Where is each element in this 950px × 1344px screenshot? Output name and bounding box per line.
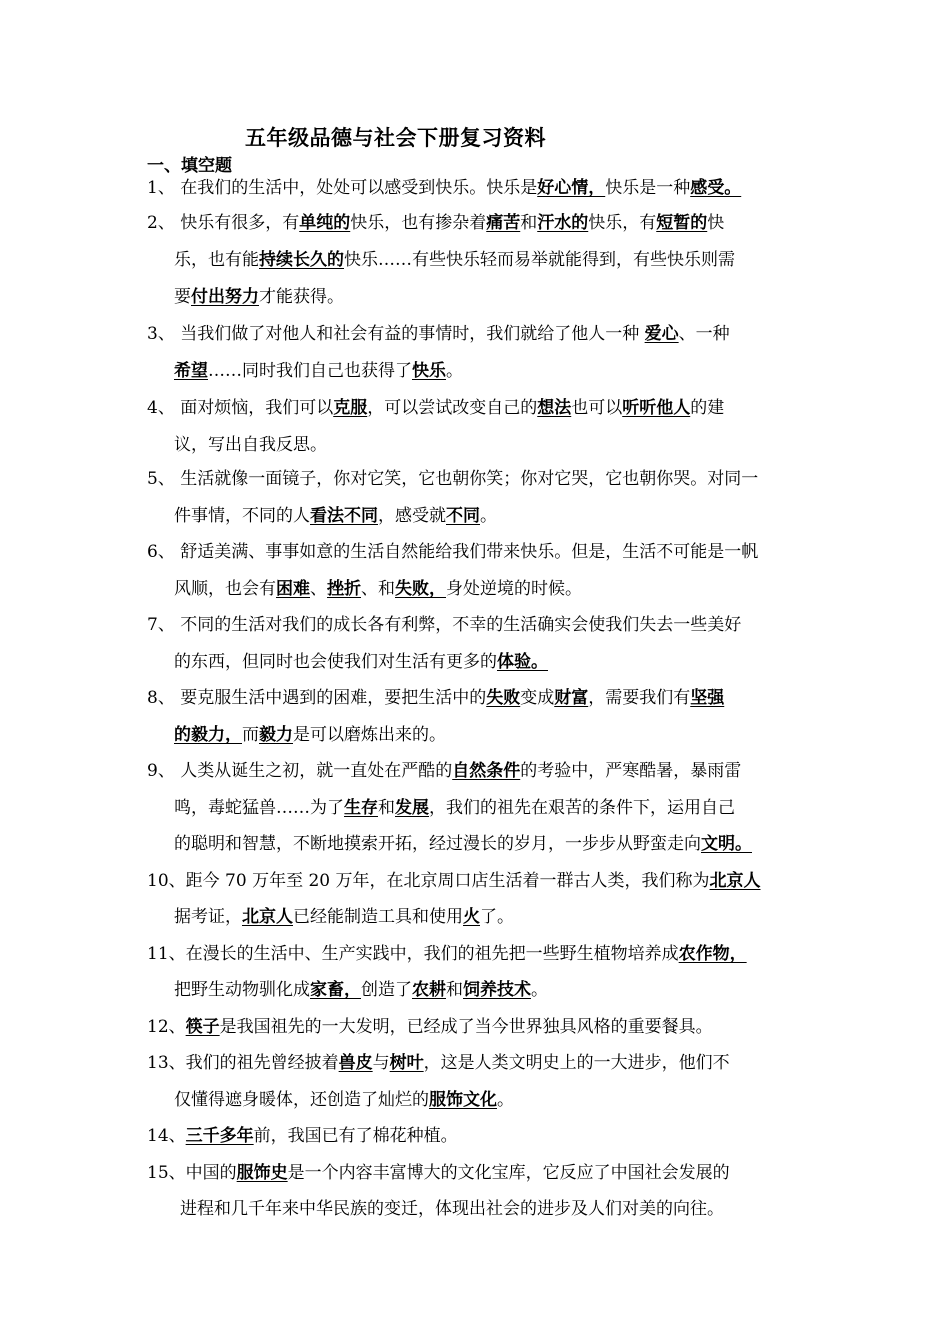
answer-blank: 文明。 [701,834,752,854]
text-segment: ，需要我们有 [588,688,691,708]
answer-blank: 感受。 [690,178,742,198]
text-line [174,907,514,927]
answer-blank: 服饰文化 [429,1090,497,1110]
text-segment: 1、 在我们的生活中，处处可以感受到快乐。快乐是 [147,178,538,198]
answer-blank: 单纯的 [299,213,351,233]
text-segment: 乐，也有能 [174,250,259,270]
answer-blank: 筷子 [185,1017,220,1037]
answer-blank: 饲养技术 [463,980,531,1000]
answer-blank: 付出努力 [191,287,259,307]
text-segment: 的东西，但同时也会使我们对生活有更多的 [174,652,497,672]
text-segment: 6、 舒适美满、事事如意的生活自然能给我们带来快乐。但是，生活不可能是一帆 [147,542,759,562]
answer-blank: 失败 [486,688,521,708]
text-segment: 3、 当我们做了对他人和社会有益的事情时，我们就给了他人一种 [147,324,645,344]
text-segment: 。 [446,361,463,381]
text-segment: 是可以磨炼出来的。 [293,725,446,745]
text-line [174,798,735,818]
text-segment: 8、 要克服生活中遇到的困难，要把生活中的 [147,688,487,708]
text-line [147,1053,730,1073]
text-segment: 前，我国已有了棉花种植。 [253,1126,458,1146]
text-line [147,761,741,781]
text-segment: 和 [378,798,395,818]
answer-blank: 兽皮 [338,1053,373,1073]
answer-blank: 农耕 [412,980,446,1000]
answer-blank: 短暂的 [656,213,708,233]
text-line [174,287,344,307]
text-line [174,579,582,599]
text-segment: 仅懂得遮身暖体，还创造了灿烂的 [174,1090,429,1110]
text-segment: 据考证， [174,907,242,927]
text-segment: 是我国祖先的一大发明，已经成了当今世界独具风格的重要餐具。 [219,1017,713,1037]
answer-blank: 看法不同 [310,506,378,526]
text-segment: 要 [174,287,191,307]
text-segment: 议，写出自我反思。 [174,435,327,455]
text-segment: 15、中国的 [147,1163,237,1183]
text-segment: 件事情，不同的人 [174,506,310,526]
text-segment: ……同时我们自己也获得了 [208,361,412,381]
text-segment: 快 [707,213,725,233]
text-line [174,1090,514,1110]
text-segment: 鸣，毒蛇猛兽……为了 [174,798,344,818]
text-segment: 把野生动物驯化成 [174,980,310,1000]
text-segment: 、一种 [678,324,730,344]
text-line [147,213,724,233]
text-segment: 的聪明和智慧，不断地摸索开拓，经过漫长的岁月，一步步从野蛮走向 [174,834,701,854]
text-segment: 进程和几千年来中华民族的变迁，体现出社会的进步及人们对美的向往。 [180,1199,724,1219]
answer-blank: 听听他人 [622,398,691,418]
answer-blank: 树叶 [389,1053,424,1073]
answer-blank: 火 [463,907,480,927]
answer-blank: 困难 [276,579,310,599]
text-segment: 是一个内容丰富博大的文化宝库，它反应了中国社会发展的 [287,1163,730,1183]
text-line [147,1017,713,1037]
text-segment: 快乐……有些快乐轻而易举就能得到，有些快乐则需 [344,250,735,270]
text-segment: 的建 [690,398,725,418]
text-segment: 9、 人类从诞生之初，就一直处在严酷的 [147,761,453,781]
text-segment: 身处逆境的时候。 [446,579,582,599]
text-line [147,944,747,964]
answer-blank: 毅力 [259,725,293,745]
text-segment: 、和 [361,579,395,599]
text-segment: 变成 [520,688,555,708]
answer-blank: 体验。 [497,652,548,672]
text-segment: 11、在漫长的生活中、生产实践中，我们的祖先把一些野生植物培养成 [147,944,679,964]
text-line [174,980,548,1000]
text-segment: 快乐是一种 [605,178,691,198]
answer-blank: 希望 [174,361,208,381]
text-segment: ，我们的祖先在艰苦的条件下，运用自己 [429,798,735,818]
text-segment: 了。 [480,907,514,927]
text-segment: 已经能制造工具和使用 [293,907,463,927]
answer-blank: 北京人 [709,871,761,891]
text-segment: 快乐，有 [588,213,657,233]
text-segment: 2、 快乐有很多，有 [147,213,300,233]
answer-blank: 不同 [446,506,480,526]
answer-blank: 挫折 [327,579,361,599]
text-line [147,469,758,489]
answer-blank: 自然条件 [452,761,521,781]
answer-blank: 快乐 [412,361,446,381]
answer-blank: 好心情， [537,178,606,198]
text-segment: 和 [520,213,538,233]
text-segment: ，可以尝试改变自己的 [367,398,538,418]
text-line [174,725,446,745]
text-line [174,834,752,854]
text-segment: 创造了 [361,980,412,1000]
text-segment: 的考验中，严寒酷暑，暴雨雷 [520,761,742,781]
text-line [174,652,548,672]
answer-blank: 三千多年 [185,1126,254,1146]
text-segment: 13、我们的祖先曾经披着 [147,1053,339,1073]
answer-blank: 发展 [395,798,429,818]
text-line [174,361,463,381]
text-line [147,542,758,562]
text-segment: ，感受就 [378,506,446,526]
answer-blank: 坚强 [690,688,725,708]
text-line [147,1163,730,1183]
text-segment: 4、 面对烦恼，我们可以 [147,398,334,418]
answer-blank: 家畜， [310,980,361,1000]
answer-blank: 痛苦 [486,213,521,233]
text-line [147,398,724,418]
text-segment: 也可以 [571,398,623,418]
answer-blank: 克服 [333,398,368,418]
text-line [147,1126,458,1146]
text-segment: 与 [372,1053,390,1073]
answer-blank: 服饰史 [236,1163,288,1183]
text-segment: 而 [242,725,259,745]
text-segment: 、 [310,579,327,599]
text-segment: 7、 不同的生活对我们的成长各有利弊，不幸的生活确实会使我们失去一些美好 [147,615,742,635]
answer-blank: 财富 [554,688,589,708]
text-line [147,178,741,198]
text-segment: 12、 [147,1017,186,1037]
text-line [147,871,761,891]
text-line [180,1199,724,1219]
text-line [147,688,724,708]
answer-blank: 的毅力， [174,725,242,745]
text-segment: ，这是人类文明史上的一大进步，他们不 [423,1053,730,1073]
answer-blank: 爱心 [644,324,679,344]
text-line [147,324,730,344]
text-segment: 才能获得。 [259,287,344,307]
text-line [174,250,735,270]
text-segment: 。 [480,506,497,526]
answer-blank: 失败， [395,579,446,599]
answer-blank: 北京人 [242,907,293,927]
text-segment: 5、 生活就像一面镜子，你对它笑，它也朝你笑；你对它哭，它也朝你哭。对同一 [147,469,759,489]
answer-blank: 想法 [537,398,572,418]
text-segment: 。 [497,1090,514,1110]
text-segment: 14、 [147,1126,186,1146]
text-segment: 10、距今 70 万年至 20 万年，在北京周口店生活着一群古人类，我们称为 [147,871,710,891]
section-heading: 一、填空题 [147,156,232,176]
text-segment: 风顺，也会有 [174,579,276,599]
document-title: 五年级品德与社会下册复习资料 [245,125,546,150]
text-line [147,615,741,635]
answer-blank: 农作物， [678,944,747,964]
answer-blank: 持续长久的 [259,250,344,270]
text-line [174,435,327,455]
answer-blank: 生存 [344,798,378,818]
text-segment: 。 [531,980,548,1000]
text-segment: 和 [446,980,463,1000]
answer-blank: 汗水的 [537,213,589,233]
text-line [174,506,497,526]
text-segment: 快乐，也有掺杂着 [350,213,487,233]
